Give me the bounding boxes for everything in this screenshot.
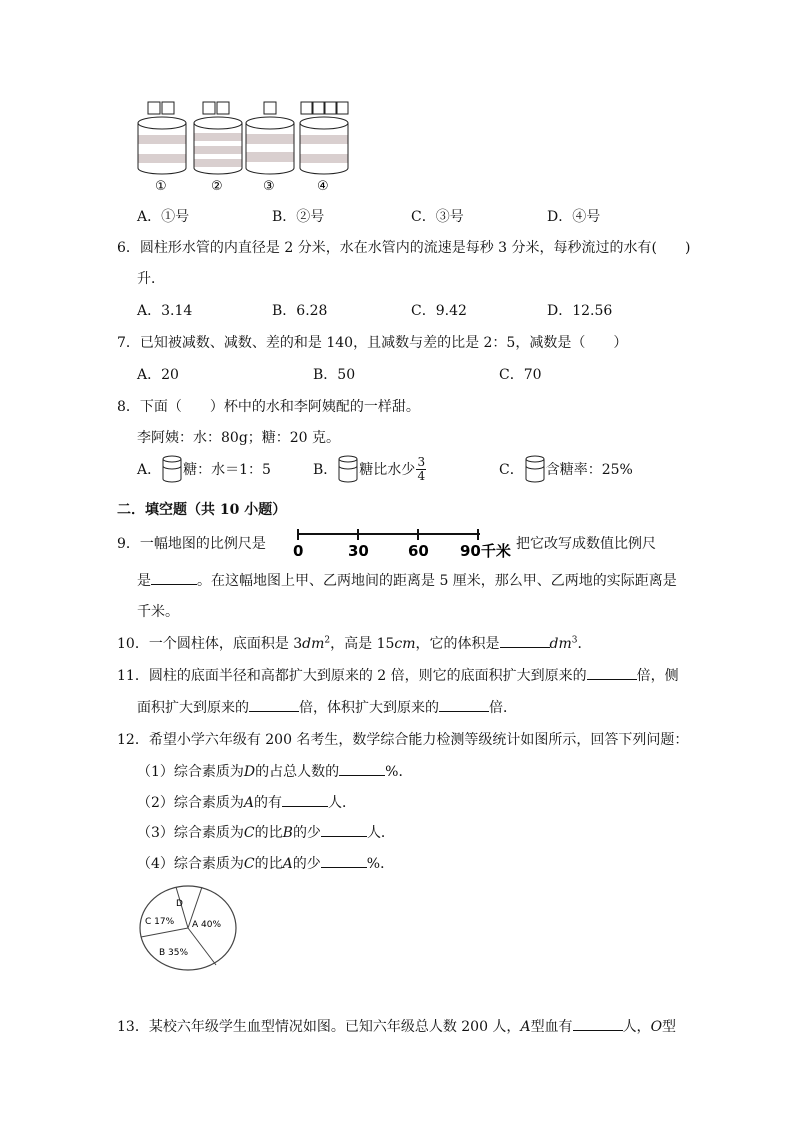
q8-option-c-text: 含糖率：25% <box>545 462 633 478</box>
answer-blank[interactable] <box>500 633 550 648</box>
q11-stem-line2 <box>137 697 517 717</box>
pie-label-b: B 35% <box>159 948 189 958</box>
q7-option-b[interactable]: B．50 <box>313 367 356 383</box>
answer-blank[interactable] <box>587 665 637 680</box>
q12-sub3-pre: （3）综合素质为 <box>137 825 244 841</box>
q8-option-a-prefix: A． <box>137 462 162 478</box>
q9-line2-pre: 是 <box>137 573 151 589</box>
q12-sub3-mid: 的比 <box>254 825 283 841</box>
cylinder-4 <box>300 102 348 174</box>
q10-stem: 10．一个圆柱体，底面积是 $3dm^2$，高是 15cm，它的体积是 $dm^3$． <box>117 633 592 653</box>
pie-label-d: D <box>176 899 183 909</box>
q7-stem: 7．已知被减数、减数、差的和是 140，且减数与差的比是 2：5，减数是（ ） <box>117 335 628 351</box>
cup-icon <box>337 454 359 484</box>
q12-sub4-var2: A <box>282 856 293 872</box>
figure-label-3: ③ <box>263 179 275 194</box>
q9-line2-post: 。在这幅地图上甲、乙两地间的距离是 5 厘米，那么甲、乙两地的实际距离是 <box>197 573 677 589</box>
q7-option-a[interactable]: A．20 <box>137 367 179 383</box>
q12-sub2 <box>137 792 356 812</box>
q11-stem-line1 <box>117 665 679 685</box>
answer-blank[interactable] <box>573 1016 623 1031</box>
scale-tick-90: 90千米 <box>460 542 511 560</box>
q9-stem-line3: 千米。 <box>137 604 179 620</box>
cylinder-3 <box>246 102 294 174</box>
q8-option-b[interactable] <box>313 454 426 484</box>
answer-blank[interactable] <box>339 761 385 776</box>
q9-stem-line2 <box>137 570 677 590</box>
pie-label-a: A 40% <box>192 920 222 930</box>
q8-condition: 李阿姨：水：80g；糖：20 克。 <box>137 430 341 446</box>
answer-blank[interactable] <box>321 822 367 837</box>
q12-sub2-var: A <box>243 795 255 811</box>
q12-sub2-end: 人． <box>328 795 357 811</box>
answer-blank[interactable] <box>249 697 299 712</box>
q8-option-a-text: 糖：水＝1：5 <box>183 462 271 478</box>
q12-sub1-pre: （1）综合素质为 <box>137 764 244 780</box>
q12-sub3-end: 人． <box>366 825 395 841</box>
q10-mid: ，高是 15 <box>330 636 395 652</box>
q12-sub4 <box>137 853 394 873</box>
q9-stem-line1-pre: 9．一幅地图的比例尺是 <box>117 536 266 552</box>
q11-line1-pre: 11．圆柱的底面半径和高都扩大到原来的 2 倍，则它的底面积扩大到原来的 <box>117 668 587 684</box>
cup-icon <box>161 454 183 484</box>
figure-label-4: ④ <box>317 179 329 194</box>
q13-end: 型 <box>662 1019 677 1035</box>
q8-option-b-text: 糖比水少 <box>359 462 416 478</box>
q12-sub4-post: 的少 <box>292 856 321 872</box>
q7-option-c[interactable]: C．70 <box>499 367 542 383</box>
answer-blank[interactable] <box>151 570 197 585</box>
fraction <box>416 456 426 483</box>
q13-var2: O <box>650 1019 663 1035</box>
fraction-numerator: 3 <box>417 454 426 469</box>
q12-sub1-end: %． <box>385 764 413 780</box>
q12-sub4-mid: 的比 <box>254 856 283 872</box>
q5-option-a[interactable]: A．①号 <box>137 209 190 225</box>
q8-option-b-prefix: B． <box>313 462 338 478</box>
figure-label-1: ① <box>155 179 167 194</box>
q8-option-c-prefix: C． <box>499 462 524 478</box>
scale-tick-0: 0 <box>293 542 304 560</box>
q6-stem-line2: 升． <box>137 271 165 287</box>
answer-blank[interactable] <box>439 697 489 712</box>
q12-sub1 <box>137 761 412 781</box>
q10-unit-cm: cm <box>394 636 416 652</box>
q11-line2-pre: 面积扩大到原来的 <box>137 700 249 716</box>
pie-chart <box>136 880 246 976</box>
q13-post: 人， <box>622 1019 651 1035</box>
q13-pre: 13．某校六年级学生血型情况如图。已知六年级总人数 200 人， <box>117 1019 521 1035</box>
scale-tick-60: 60 <box>408 542 429 560</box>
q12-sub3-var1: C <box>243 825 255 841</box>
q11-line1-post: 倍，侧 <box>636 668 679 684</box>
q8-stem: 8．下面（ ）杯中的水和李阿姨配的一样甜。 <box>117 399 420 415</box>
scale-tick-30: 30 <box>348 542 369 560</box>
q12-sub2-pre: （2）综合素质为 <box>137 795 244 811</box>
pie-label-c: C 17% <box>145 917 175 927</box>
q10-pre: 10．一个圆柱体，底面积是 3 <box>117 636 303 652</box>
q6-option-d[interactable]: D．12.56 <box>547 303 613 319</box>
cylinder-1 <box>138 102 186 174</box>
q12-sub2-post: 的有 <box>254 795 283 811</box>
q12-sub4-end: %． <box>366 856 395 872</box>
q10-unit-dm: dm <box>302 636 325 652</box>
q12-sub4-pre: （4）综合素质为 <box>137 856 244 872</box>
scale-bar <box>290 526 515 560</box>
q12-sub1-post: 的占总人数的 <box>255 764 340 780</box>
q12-sub3-post: 的少 <box>292 825 321 841</box>
q6-stem-line1: 6．圆柱形水管的内直径是 2 分米，水在水管内的流速是每秒 3 分米，每秒流过的水有( ) <box>117 240 691 256</box>
q12-sub3-var2: B <box>282 825 293 841</box>
q5-figure <box>133 98 363 198</box>
cup-icon <box>524 454 546 484</box>
q6-option-c[interactable]: C．9.42 <box>411 303 467 319</box>
q12-sub4-var1: C <box>243 856 255 872</box>
answer-blank[interactable] <box>282 792 328 807</box>
q8-option-a[interactable] <box>137 454 271 484</box>
q13-var1: A <box>520 1019 531 1035</box>
q10-unit-dm3: dm <box>549 636 572 652</box>
q5-option-d[interactable]: D．④号 <box>547 209 601 225</box>
q6-option-b[interactable]: B．6.28 <box>272 303 328 319</box>
q12-stem: 12．希望小学六年级有 200 名考生，数学综合能力检测等级统计如图所示，回答下列问题： <box>117 732 689 748</box>
fraction-denominator: 4 <box>417 468 426 483</box>
q11-line2-post: 倍． <box>489 700 517 716</box>
q12-sub1-var: D <box>243 764 256 780</box>
answer-blank[interactable] <box>321 853 367 868</box>
cylinder-2 <box>194 102 242 174</box>
section-heading: 二．填空题（共 10 小题） <box>117 502 287 518</box>
q13-mid: 型血有 <box>530 1019 573 1035</box>
q8-option-c[interactable] <box>499 454 633 484</box>
q13-stem <box>117 1016 676 1036</box>
q9-stem-line1-post: 把它改写成数值比例尺 <box>516 536 656 552</box>
q6-option-a[interactable]: A．3.14 <box>137 303 193 319</box>
q11-line2-mid: 倍，体积扩大到原来的 <box>299 700 439 716</box>
q10-post: ，它的体积是 <box>415 636 500 652</box>
q12-sub3 <box>137 822 395 842</box>
q5-option-b[interactable]: B．②号 <box>272 209 325 225</box>
figure-label-2: ② <box>211 179 223 194</box>
q5-option-c[interactable]: C．③号 <box>411 209 464 225</box>
